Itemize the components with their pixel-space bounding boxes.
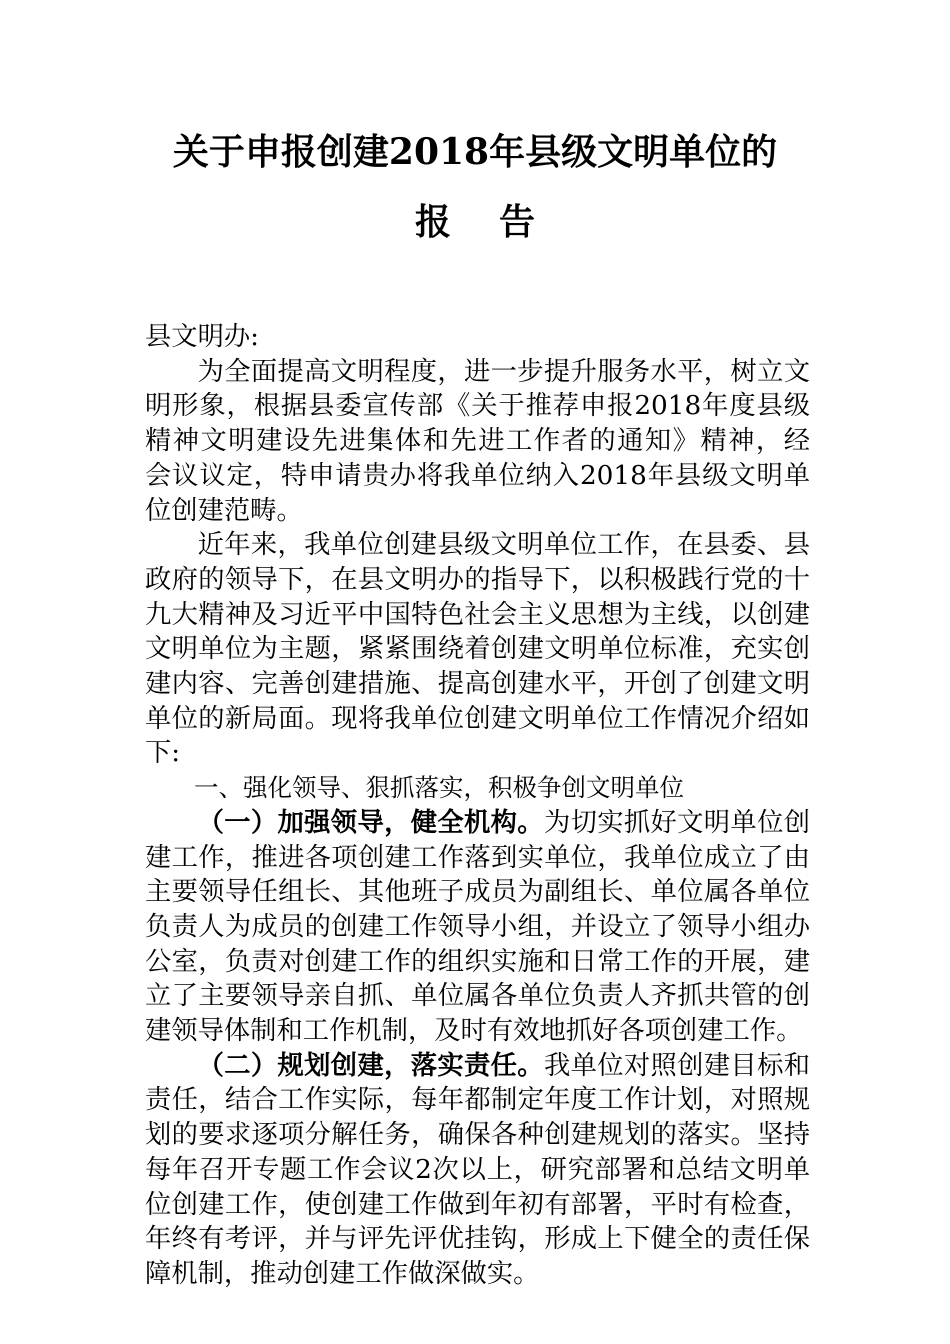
- subsection-1: [145, 806, 810, 1049]
- salutation: 县文明办:: [145, 322, 260, 352]
- subsection-1-text: 为切实抓好文明单位创建工作，推进各项创建工作落到实单位，我单位成立了由主要领导任组长、其他班子成员为副组长、单位属各单位负责人为成员的创建工作领导小组，并设立了领导小组办公室，负责对创建工作的组织实施和日常工作的开展，建立了主要领导亲自抓、单位属各单位负责人齐抓共管的创建领导体制和工作机制，及时有效地抓好各项创建工作。: [145, 807, 811, 1047]
- paragraph-overview: 近年来，我单位创建县级文明单位工作，在县委、县政府的领导下，在县文明办的指导下，以积极践行党的十九大精神及习近平中国特色社会主义思想为主线，以创建文明单位为主题，紧紧围绕着创建文明单位标准，充实创建内容、完善创建措施、提高创建水平，开创了创建文明单位的新局面。现将我单位创建文明单位工作情况介绍如下:: [145, 530, 810, 769]
- document-body: [145, 320, 845, 1292]
- section-heading-1: 一、强化领导、狠抓落实，积极争创文明单位: [194, 773, 684, 803]
- document-title-report: 报告: [414, 201, 583, 243]
- subsection-1-lead: （一）加强领导，健全机构。: [197, 806, 544, 838]
- subsection-2-lead: （二）规划创建，落实责任。: [197, 1049, 544, 1081]
- paragraph-intro: 为全面提高文明程度，进一步提升服务水平，树立文明形象，根据县委宣传部《关于推荐申报2018年度县级精神文明建设先进集体和先进工作者的通知》精神，经 会议议定，特申请贵办将我单位纳入2018年县级文明单位创建范畴。: [145, 356, 845, 526]
- subsection-2-text: 我单位对照创建目标和责任，结合工作实际，每年都制定年度工作计划，对照规划的要求逐项分解任务，确保各种创建规划的落实。坚持每年召开专题工作会议2次以上，研究部署和总结文明单位创建工作，使创建工作做到年初有部署，平时有检查，年终有考评，并与评先评优挂钩，形成上下健全的责任保障机制，推动创建工作做深做实。: [145, 1050, 811, 1289]
- subsection-2: [145, 1049, 810, 1292]
- document-title: 关于申报创建2018年县级文明单位的: [172, 131, 778, 173]
